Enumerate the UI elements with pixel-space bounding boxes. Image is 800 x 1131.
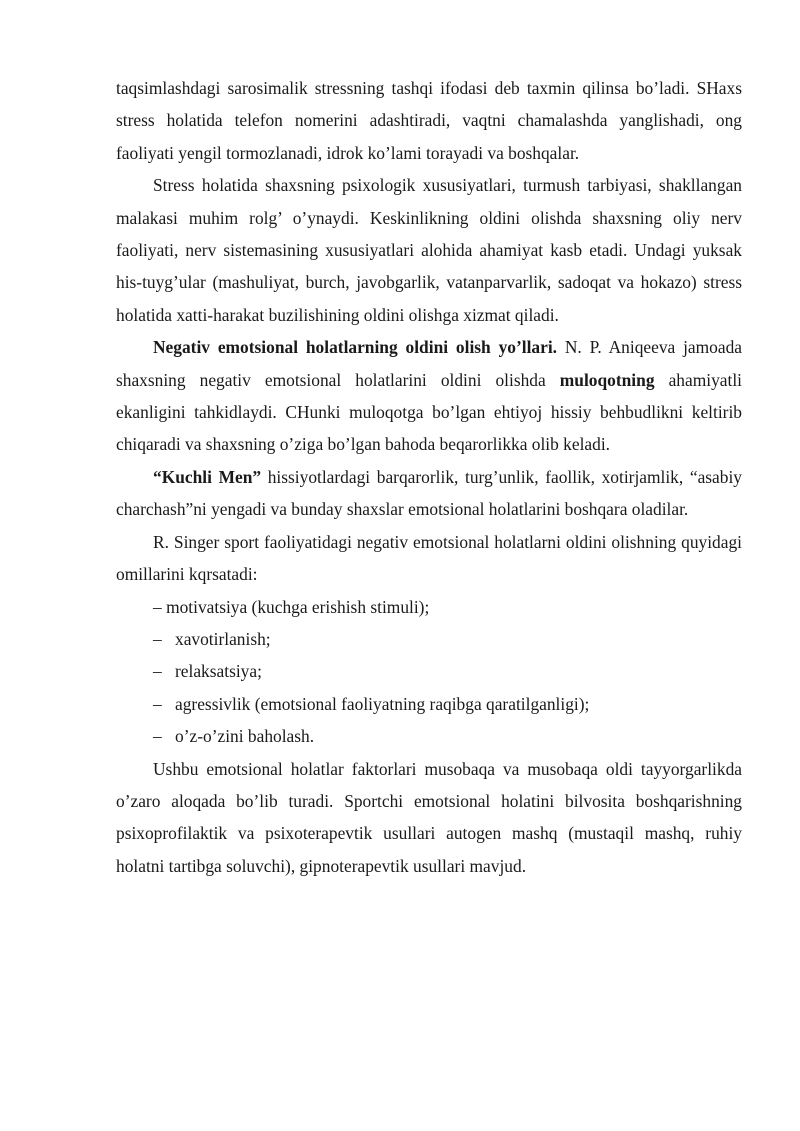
paragraph-strong-self <box>116 461 742 526</box>
paragraph-stress-personality: Stress holatida shaxsning psixologik xususiyatlari, turmush tarbiyasi, shakllangan malakasi muhim rolg’ o’ynaydi. Keskinlikning oldini olishda shaxsning oliy nerv faoliyati, nerv sistemasining xususiyatlari alohida ahamiyat kasb etadi. Undagi yuksak his-tuyg’ular (mashuliyat, burch, javobgarlik, vatanparvarlik, sadoqat va hokazo) stress holatida xatti-harakat buzilishining oldini olishga xizmat qiladi. <box>116 175 742 325</box>
paragraph-singer-factors: R. Singer sport faoliyatidagi negativ emotsional holatlarni oldini olishning quyidagi omillarini kqrsatadi: <box>116 531 742 585</box>
dash-bullet: – <box>153 661 162 682</box>
list-item <box>116 591 742 623</box>
list-item <box>116 655 742 687</box>
emphasis-term: muloqotning <box>559 369 655 390</box>
paragraph-stress-symptoms: taqsimlashdagi sarosimalik stressning tashqi ifodasi deb taxmin qilinsa bo’ladi. SHaxs stress holatida telefon nomerini adashtiradi, vaqtni chamalashda yanglishadi, ong faoliyati yengil tormozlanadi, idrok ko’lami torayadi va boshqalar. <box>116 78 742 163</box>
dash-bullet: – <box>153 596 162 617</box>
section-heading: Negativ emotsional holatlarning oldini olish yo’llari. <box>153 337 558 358</box>
paragraph-text: ahamiyatli ekanligini tahkidlaydi. CHunki muloqotga bo’lgan ehtiyoj hissiy behbudlikni keltirib chiqaradi va shaxsning o’ziga bo’lgan bahoda beqarorlikka olib keladi. <box>116 369 742 455</box>
list-item-text: motivatsiya (kuchga erishish stimuli); <box>166 596 430 617</box>
list-item <box>116 688 742 720</box>
list-item <box>116 720 742 752</box>
list-item-text: xavotirlanish; <box>175 628 271 649</box>
list-item-text: agressivlik (emotsional faoliyatning raqibga qaratilganligi); <box>175 693 590 714</box>
document-page <box>116 72 742 882</box>
paragraph-competition-factors: Ushbu emotsional holatlar faktorlari musobaqa va musobaqa oldi tayyorgarlikda o’zaro aloqada bo’lib turadi. Sportchi emotsional holatini bilvosita boshqarishning psixoprofilaktik va psixoterapevtik usullari autogen mashq (mustaqil mashq, ruhiy holatni tartibga soluvchi), gipnoterapevtik usullari mavjud. <box>116 758 742 876</box>
emphasis-term: “Kuchli Men” <box>153 466 262 487</box>
paragraph-negative-emotions <box>116 331 742 461</box>
list-item-text: relaksatsiya; <box>175 661 262 682</box>
dash-bullet: – <box>153 628 162 649</box>
dash-bullet: – <box>153 726 162 747</box>
paragraph-text: hissiyotlardagi barqarorlik, turg’unlik, faollik, xotirjamlik, “asabiy charchash”ni yengadi va bunday shaxslar emotsional holatlarini boshqara oladilar. <box>116 466 743 520</box>
dash-bullet: – <box>153 693 162 714</box>
list-item <box>116 623 742 655</box>
paragraph-text: N. P. Aniqeeva jamoada shaxsning negativ emotsional holatlarini oldini olishda <box>116 337 743 390</box>
list-item-text: o’z-o’zini baholash. <box>175 726 315 747</box>
